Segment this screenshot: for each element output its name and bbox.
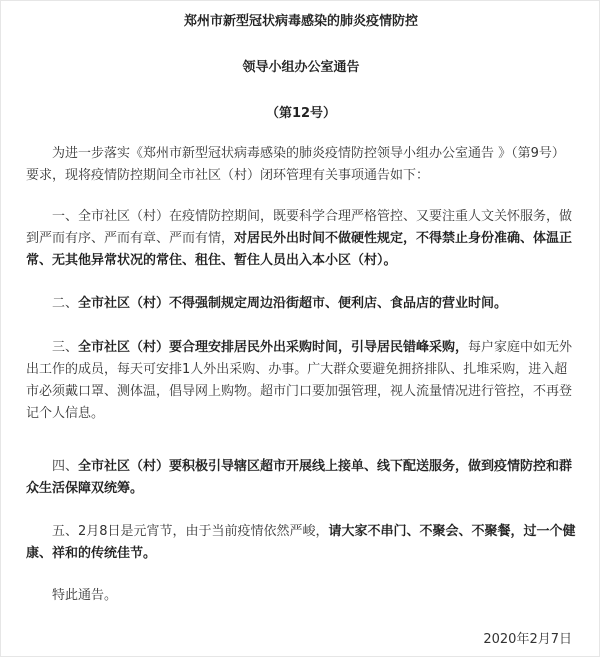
item-2-line-1 [26, 293, 582, 315]
closing-text: 特此通告。 [52, 588, 118, 603]
item-4-paragraph [26, 456, 582, 500]
document-number: （第12号） [265, 106, 337, 121]
item-2-bold: 全市社区（村）不得强制规定周边沿街超市、便利店、食品店的营业时间。 [78, 296, 508, 311]
item-3-line-1 [26, 337, 582, 359]
item-2-prefix: 二、 [52, 296, 79, 311]
item-1-paragraph [26, 206, 582, 272]
item-4-line-1 [26, 456, 582, 478]
item-3-paragraph [26, 337, 582, 425]
item-3-line-2: 出工作的成员，每天可安排1人外出采购、办事。广大群众要避免拥挤排队、扎堆采购，进入超 [26, 362, 568, 377]
item-5-line-2-bold: 康、祥和的传统佳节。 [26, 546, 157, 561]
item-5-line-1 [26, 521, 582, 543]
document-title: 郑州市新型冠状病毒感染的肺炎疫情防控 [183, 14, 418, 29]
item-2-paragraph [26, 293, 582, 315]
item-3-line-1-bold: 全市社区（村）要合理安排居民外出采购时间，引导居民错峰采购， [78, 340, 469, 355]
item-4-line-1-bold: 全市社区（村）要积极引导辖区超市开展线上接单、线下配送服务，做到疫情防控和群 [78, 459, 573, 474]
intro-line-2: 要求，现将疫情防控期间全市社区（村）闭环管理有关事项通告如下： [26, 168, 430, 183]
item-1-line-2-bold: 对居民外出时间不做硬性规定，不得禁止身份准确、体温正 [234, 231, 573, 246]
item-1-line-2 [26, 228, 582, 250]
item-5-line-1-bold: 请大家不串门、不聚会、不聚餐，过一个健 [328, 524, 576, 539]
item-5-paragraph [26, 521, 582, 565]
document-subtitle: 领导小组办公室通告 [242, 60, 360, 75]
item-1-line-2-text: 到严而有序、严而有章、严而有情， [26, 231, 235, 246]
intro-line-1: 为进一步落实《郑州市新型冠状病毒感染的肺炎疫情防控领导小组办公室通告 》（第9号） [52, 146, 565, 161]
item-3-line-3: 市必须戴口罩、测体温，倡导网上购物。超市门口要加强管理，视人流量情况进行管控，不再登 [26, 384, 573, 399]
item-3-line-4: 记个人信息。 [26, 406, 105, 421]
item-1-line-1: 一、全市社区（村）在疫情防控期间，既要科学合理严格管控、又要注重人文关怀服务，做 [52, 209, 573, 224]
item-3-line-1-text: 每户家庭中如无外 [468, 340, 573, 355]
issue-date: 2020年2月7日 [483, 632, 572, 647]
item-4-prefix: 四、 [52, 459, 79, 474]
intro-paragraph [26, 143, 582, 187]
item-1-line-3-bold: 常、无其他异常状况的常住、租住、暂住人员出入本小区（村）。 [26, 253, 397, 268]
item-4-line-2-bold: 众生活保障双统筹。 [26, 481, 144, 496]
item-5-line-1-text: 五、2月8日是元宵节，由于当前疫情依然严峻， [52, 524, 329, 539]
item-3-prefix: 三、 [52, 340, 79, 355]
closing-paragraph [26, 585, 582, 607]
